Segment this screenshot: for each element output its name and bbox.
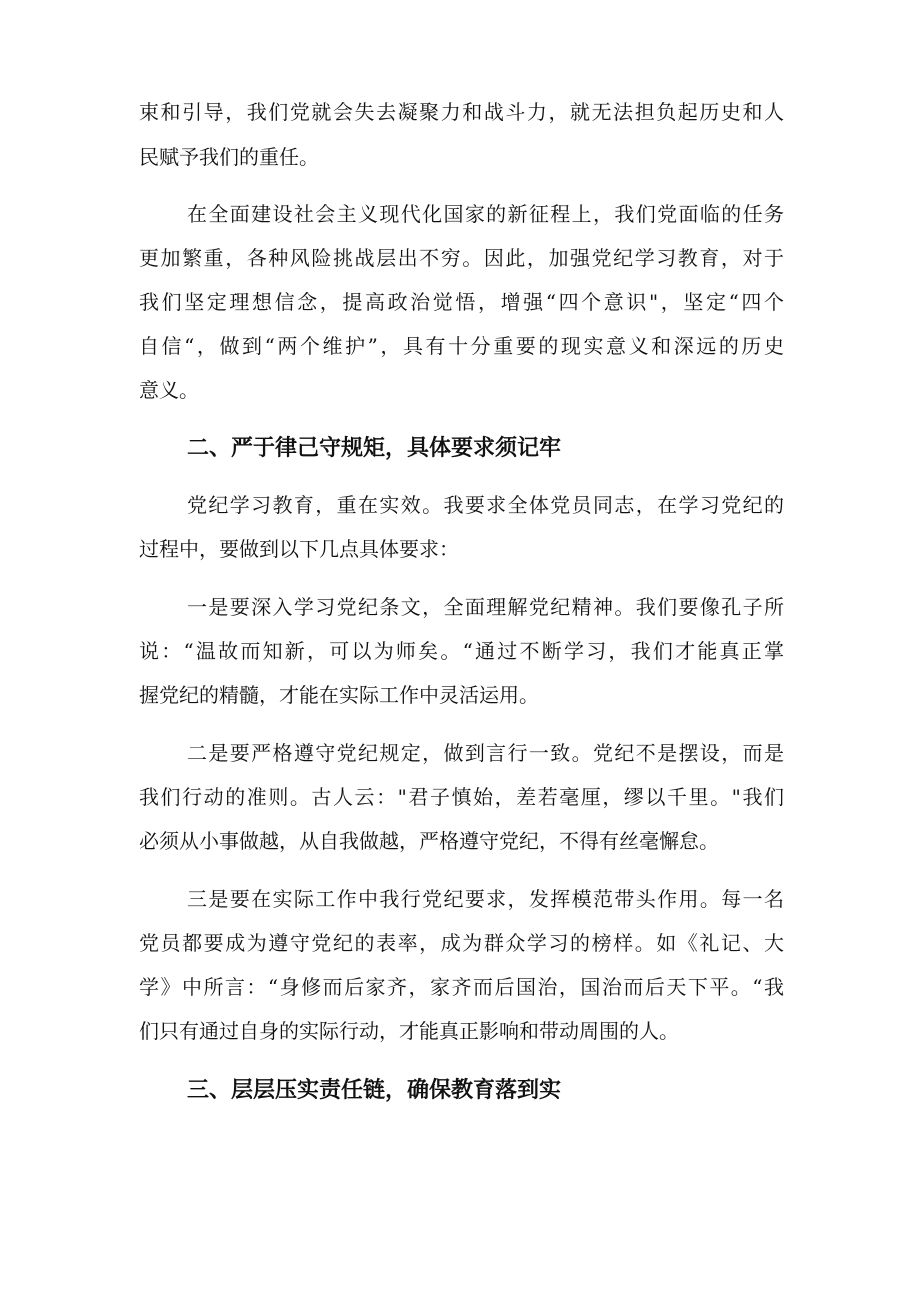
paragraph-line: 学》中所言：“身修而后家齐，家齐而后国治，国治而后天下平。“我 [139, 975, 784, 999]
paragraph-line: 更加繁重，各种风险挑战层出不穷。因此，加强党纪学习教育，对于 [139, 246, 784, 270]
paragraph-line: 握党纪的精髓，才能在实际工作中灵活运用。 [139, 683, 539, 707]
paragraph-line: 民赋予我们的重任。 [139, 145, 319, 169]
section-heading: 三、层层压实责任链，确保教育落到实 [187, 1078, 562, 1103]
paragraph-line: 们只有通过自身的实际行动，才能真正影响和带动周围的人。 [139, 1019, 679, 1043]
section-heading: 二、严于律己守规矩，具体要求须记牢 [187, 436, 562, 461]
paragraph-line: 说：“温故而知新，可以为师矣。“通过不断学习，我们才能真正掌 [139, 639, 784, 663]
paragraph-line: 我们行动的准则。古人云："君子慎始，差若毫厘，缪以千里。"我们 [139, 785, 784, 809]
paragraph-line: 意义。 [139, 378, 199, 402]
paragraph-line: 在全面建设社会主义现代化国家的新征程上，我们党面临的任务 [187, 202, 784, 226]
paragraph-line: 三是要在实际工作中我行党纪要求，发挥模范带头作用。每一名 [187, 887, 784, 911]
paragraph-line: 一是要深入学习党纪条文，全面理解党纪精神。我们要像孔子所 [187, 595, 784, 619]
paragraph-line: 过程中，要做到以下几点具体要求： [139, 537, 459, 561]
paragraph-line: 二是要严格遵守党纪规定，做到言行一致。党纪不是摆设，而是 [187, 741, 784, 765]
paragraph-line: 必须从小事做越，从自我做越，严格遵守党纪，不得有丝毫懈怠。 [139, 829, 719, 853]
paragraph-line: 我们坚定理想信念，提高政治觉悟，增强“四个意识"，坚定“四个 [139, 290, 784, 314]
paragraph-line: 党纪学习教育，重在实效。我要求全体党员同志，在学习党纪的 [187, 493, 784, 517]
paragraph-line: 束和引导，我们党就会失去凝聚力和战斗力，就无法担负起历史和人 [139, 100, 784, 124]
paragraph-line: 自信“，做到“两个维护”，具有十分重要的现实意义和深远的历史 [139, 334, 784, 358]
paragraph-line: 党员都要成为遵守党纪的表率，成为群众学习的榜样。如《礼记、大 [139, 931, 784, 955]
